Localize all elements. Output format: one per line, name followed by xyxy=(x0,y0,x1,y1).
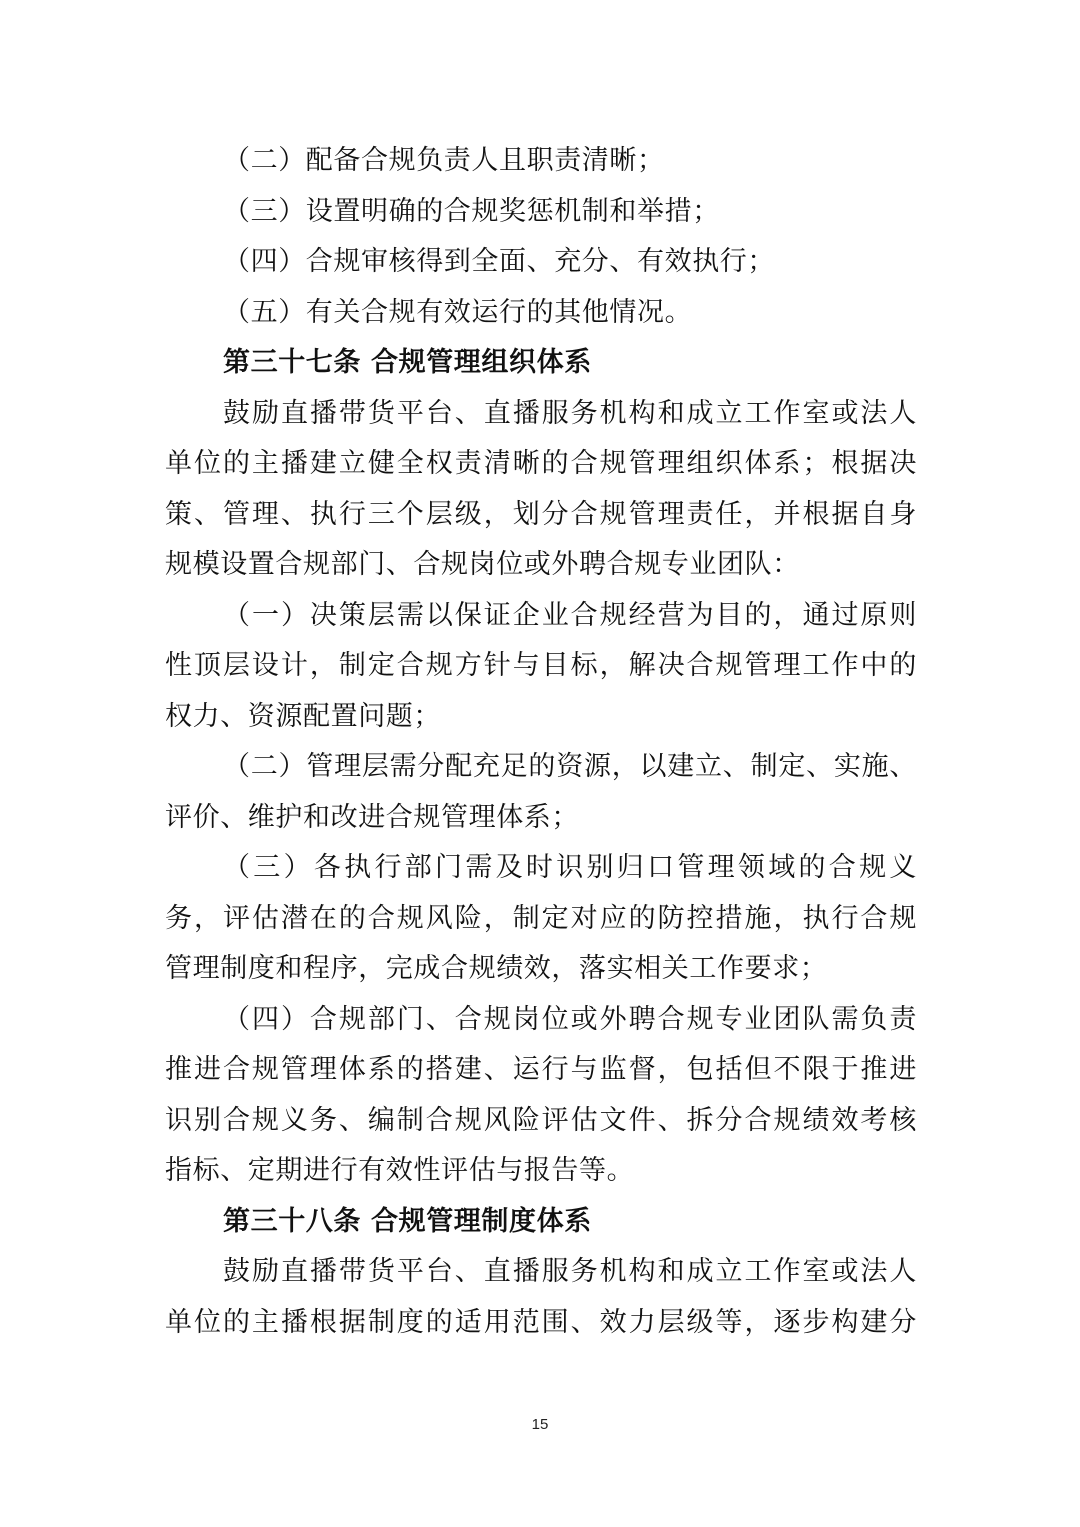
list-item-3: （三）设置明确的合规奖惩机制和举措； xyxy=(223,195,720,227)
paragraph-line: 推进合规管理体系的搭建、运行与监督，包括但不限于推进 xyxy=(165,1054,917,1085)
paragraph-line: 识别合规义务、编制合规风险评估文件、拆分合规绩效考核 xyxy=(165,1104,917,1136)
document-body xyxy=(165,136,917,1348)
list-item-5: （五）有关合规有效运行的其他情况。 xyxy=(223,296,693,328)
list-item-2: （二）配备合规负责人且职责清晰； xyxy=(223,145,665,176)
paragraph-line: 权力、资源配置问题； xyxy=(165,700,441,732)
page-number: 15 xyxy=(531,1416,549,1433)
article-37-heading: 第三十七条 合规管理组织体系 xyxy=(223,347,592,378)
paragraph-line: 评价、维护和改进合规管理体系； xyxy=(165,801,579,833)
paragraph-line: 务，评估潜在的合规风险，制定对应的防控措施，执行合规 xyxy=(165,902,917,934)
paragraph-line: 管理制度和程序，完成合规绩效，落实相关工作要求； xyxy=(165,953,828,984)
paragraph-line: 单位的主播建立健全权责清晰的合规管理组织体系；根据决 xyxy=(165,448,917,479)
paragraph-line: 规模设置合规部门、合规岗位或外聘合规专业团队： xyxy=(165,549,800,580)
paragraph-line: （二）管理层需分配充足的资源，以建立、制定、实施、 xyxy=(223,751,917,782)
paragraph-line: （三）各执行部门需及时识别归口管理领域的合规义 xyxy=(223,852,917,883)
paragraph-line: 性顶层设计，制定合规方针与目标，解决合规管理工作中的 xyxy=(165,650,917,681)
paragraph-line: 指标、定期进行有效性评估与报告等。 xyxy=(165,1155,635,1186)
paragraph-line: （四）合规部门、合规岗位或外聘合规专业团队需负责 xyxy=(223,1003,917,1035)
paragraph-line: 鼓励直播带货平台、直播服务机构和成立工作室或法人 xyxy=(223,397,917,429)
paragraph-line: （一）决策层需以保证企业合规经营为目的，通过原则 xyxy=(223,599,917,631)
article-38-heading: 第三十八条 合规管理制度体系 xyxy=(223,1205,592,1237)
list-item-4: （四）合规审核得到全面、充分、有效执行； xyxy=(223,246,775,277)
paragraph-line: 鼓励直播带货平台、直播服务机构和成立工作室或法人 xyxy=(223,1256,917,1287)
paragraph-line: 单位的主播根据制度的适用范围、效力层级等，逐步构建分 xyxy=(165,1306,917,1338)
paragraph-line: 策、管理、执行三个层级，划分合规管理责任，并根据自身 xyxy=(165,498,917,530)
